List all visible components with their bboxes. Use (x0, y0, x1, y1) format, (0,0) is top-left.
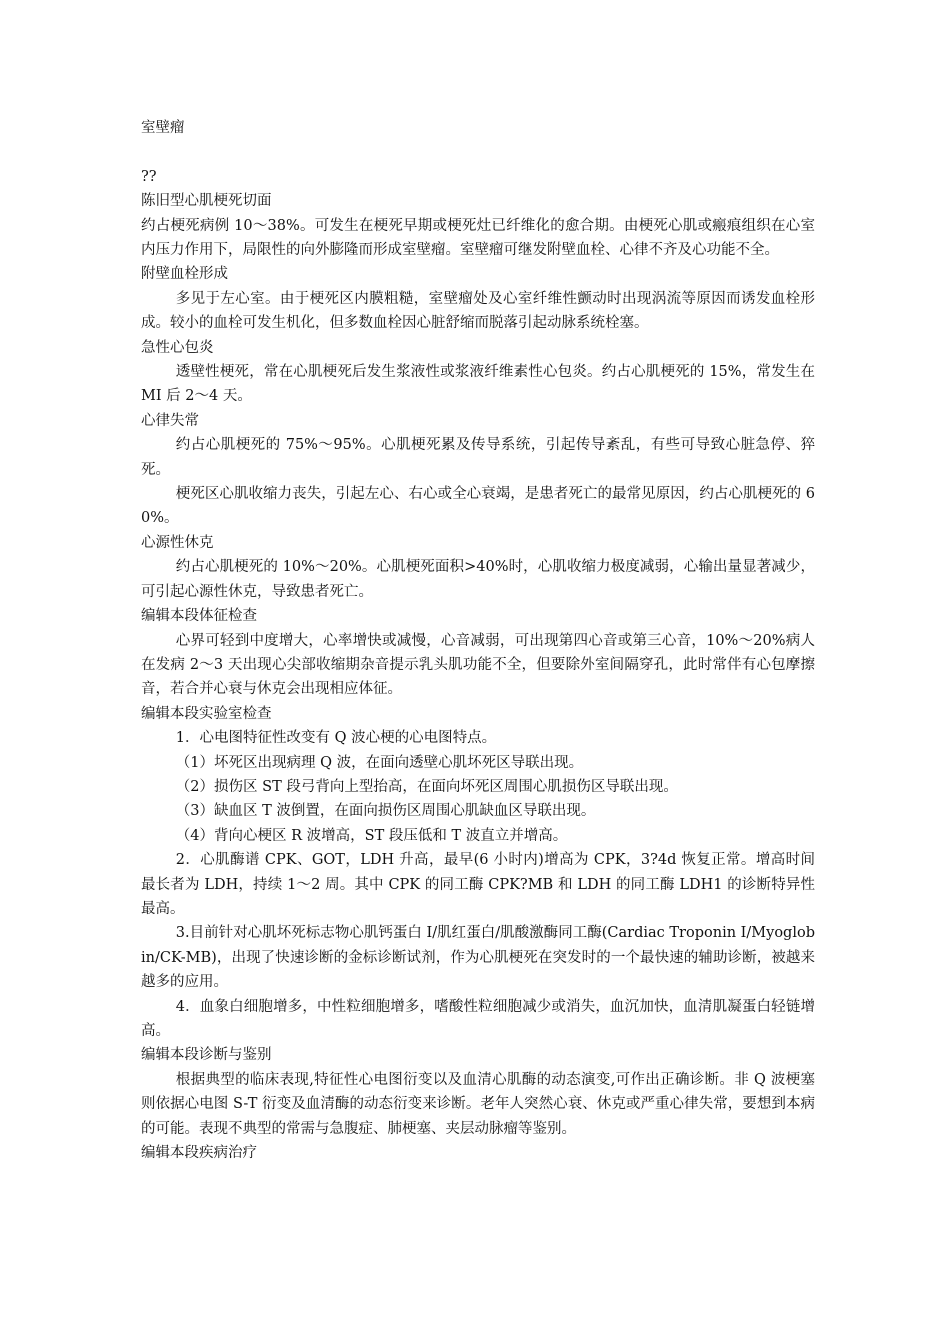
list-item-ecg: 1．心电图特征性改变有 Q 波心梗的心电图特点。 (175, 730, 497, 747)
section-heading-pericarditis: 急性心包炎 (141, 339, 214, 356)
list-item-enzymes: 2．心肌酶谱 CPK、GOT，LDH 升高，最早(6 小时内)增高为 CPK，3?4d 恢复正常。增高时间最长者为 LDH，持续 1～2 周。其中 CPK 的同工酶 CPK?MB 和 LDH 的同工酶 LDH1 的诊断特异性最高。 (141, 852, 815, 917)
list-item-markers: 3.目前针对心肌坏死标志物心肌钙蛋白 I/肌红蛋白/肌酸激酶同工酶(Cardiac Troponin I/Myoglobin/CK-MB)，出现了快速诊断的金标诊断试剂，作为心肌梗死在突发时的一个最快速的辅助诊断，被越来越多的应用。 (141, 925, 815, 991)
placeholder-marker: ?? (141, 168, 157, 185)
paragraph-old-infarct: 约占梗死病例 10～38%。可发生在梗死早期或梗死灶已纤维化的愈合期。由梗死心肌或瘢痕组织在心室内压力作用下，局限性的向外膨隆而形成室壁瘤。室壁瘤可继发附壁血栓、心律不齐及心功能不全。 (141, 217, 815, 259)
section-heading-physical-exam: 编辑本段体征检查 (141, 608, 257, 625)
list-subitem-ischemia: （3）缺血区 T 波倒置，在面向损伤区周围心肌缺血区导联出现。 (175, 803, 596, 820)
section-heading-arrhythmia: 心律失常 (141, 412, 199, 429)
section-heading-old-infarct: 陈旧型心肌梗死切面 (141, 193, 272, 210)
section-heading-mural-thrombus: 附壁血栓形成 (141, 266, 228, 283)
list-subitem-necrosis: （1）坏死区出现病理 Q 波，在面向透壁心肌坏死区导联出现。 (175, 754, 584, 771)
section-heading-treatment: 编辑本段疾病治疗 (141, 1145, 257, 1162)
section-heading-cardiogenic-shock: 心源性休克 (141, 534, 214, 551)
paragraph-arrhythmia-2: 梗死区心肌收缩力丧失，引起左心、右心或全心衰竭，是患者死亡的最常见原因，约占心肌梗死的 60%。 (141, 486, 815, 527)
section-heading-diagnosis: 编辑本段诊断与鉴别 (141, 1047, 272, 1064)
document-title: 室壁瘤 (141, 120, 185, 136)
list-subitem-injury: （2）损伤区 ST 段弓背向上型抬高，在面向坏死区周围心肌损伤区导联出现。 (175, 778, 678, 795)
paragraph-cardiogenic-shock: 约占心肌梗死的 10%～20%。心肌梗死面积>40%时，心肌收缩力极度减弱，心输出量显著减少，可引起心源性休克，导致患者死亡。 (141, 559, 815, 600)
list-item-blood: 4．血象白细胞增多，中性粒细胞增多，嗜酸性粒细胞减少或消失，血沉加快，血清肌凝蛋白轻链增高。 (141, 998, 815, 1040)
paragraph-physical-exam: 心界可轻到中度增大，心率增快或减慢，心音减弱，可出现第四心音或第三心音，10%～20%病人在发病 2～3 天出现心尖部收缩期杂音提示乳头肌功能不全，但要除外室间隔穿孔，此时常伴有心包摩擦音，若合并心衰与休克会出现相应体征。 (141, 632, 815, 698)
paragraph-diagnosis: 根据典型的临床表现,特征性心电图衍变以及血清心肌酶的动态演变,可作出正确诊断。非 Q 波梗塞则依据心电图 S-T 衍变及血清酶的动态衍变来诊断。老年人突然心衰、休克或严重心律失常，要想到本病的可能。表现不典型的常需与急腹症、肺梗塞、夹层动脉瘤等鉴别。 (141, 1071, 815, 1137)
paragraph-mural-thrombus: 多见于左心室。由于梗死区内膜粗糙，室壁瘤处及心室纤维性颤动时出现涡流等原因而诱发血栓形成。较小的血栓可发生机化，但多数血栓因心脏舒缩而脱落引起动脉系统栓塞。 (141, 290, 815, 332)
paragraph-arrhythmia-1: 约占心肌梗死的 75%～95%。心肌梗死累及传导系统，引起传导紊乱，有些可导致心脏急停、猝死。 (141, 437, 815, 478)
paragraph-pericarditis: 透壁性梗死，常在心肌梗死后发生浆液性或浆液纤维素性心包炎。约占心肌梗死的 15%，常发生在 MI 后 2～4 天。 (141, 364, 815, 405)
list-subitem-reciprocal: （4）背向心梗区 R 波增高，ST 段压低和 T 波直立并增高。 (175, 827, 568, 844)
document-body (141, 116, 815, 1165)
section-heading-lab-exam: 编辑本段实验室检查 (141, 705, 272, 722)
